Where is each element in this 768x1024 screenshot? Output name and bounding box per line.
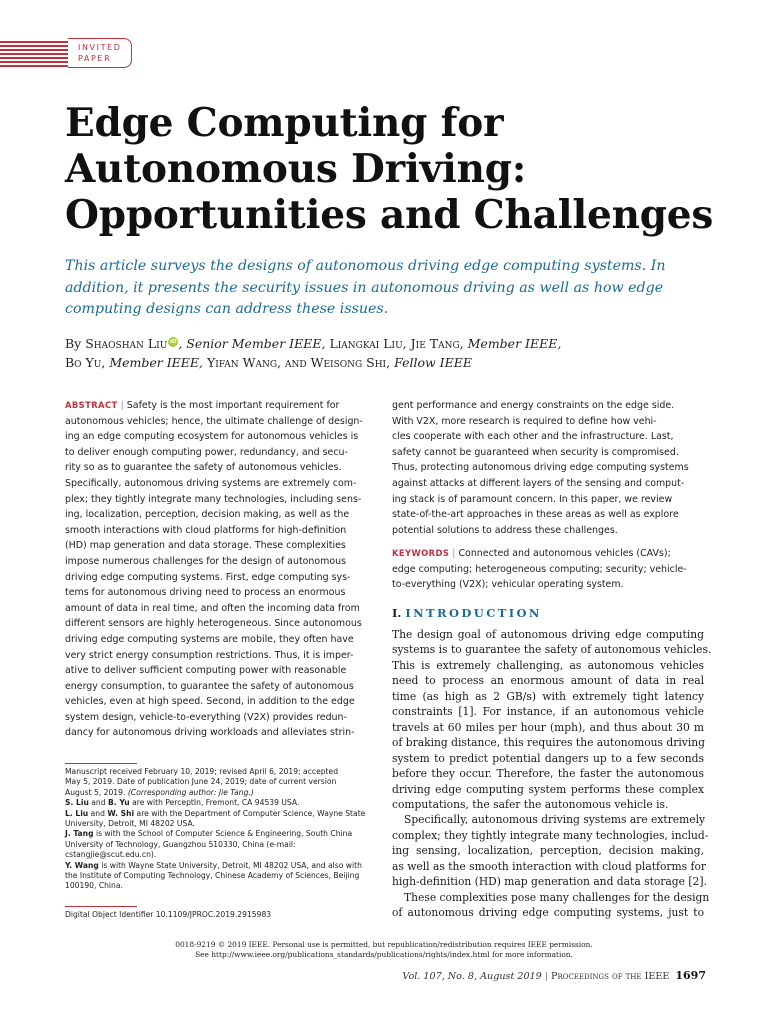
text-line: autonomous vehicles; hence, the ultimate challenge of design- bbox=[65, 415, 363, 427]
author-abbrev: L. Liu bbox=[65, 808, 89, 818]
subtitle-line: This article surveys the designs of autonomous driving edge computing systems. In bbox=[65, 258, 666, 274]
abstract-text: Safety is the most important requirement for bbox=[126, 400, 340, 411]
subtitle-line: computing designs can address these issues. bbox=[65, 301, 389, 317]
author-line-1 bbox=[65, 335, 705, 354]
text-line: constraints [1]. For instance, if an autonomous vehicle bbox=[392, 705, 704, 719]
text-line: before they occur. Therefore, the faster the autonomous bbox=[392, 767, 704, 781]
text-line: driving edge computing system performs these complex bbox=[392, 782, 704, 796]
text-line: The design goal of autonomous driving edge computing bbox=[392, 628, 704, 641]
copyright-line: See http://www.ieee.org/publications_standards/publications/rights/index.html for more information. bbox=[195, 950, 573, 959]
separator: | bbox=[544, 971, 549, 982]
text-line: These complexities pose many challenges for the design bbox=[404, 890, 710, 904]
badge-line-2: PAPER bbox=[78, 54, 112, 63]
author-name: Shaoshan Liu bbox=[85, 336, 168, 351]
keywords-block bbox=[392, 546, 704, 593]
page-number: 1697 bbox=[675, 969, 706, 982]
copyright-line: 0018-9219 © 2019 IEEE. Personal use is permitted, but republication/redistribution requires IEEE permission. bbox=[175, 940, 593, 949]
footnote-line: Manuscript received February 10, 2019; revised April 6, 2019; accepted bbox=[65, 767, 339, 776]
introduction-body bbox=[392, 627, 712, 921]
abstract-continued-block bbox=[392, 398, 704, 538]
text-line: of autonomous driving edge computing systems, just to bbox=[392, 906, 704, 920]
footnote-text: and bbox=[91, 798, 106, 808]
author-abbrev: W. Shi bbox=[107, 808, 135, 818]
author-abbrev: S. Liu bbox=[65, 798, 89, 808]
volume-info: Vol. 107, No. 8, August 2019 bbox=[402, 971, 542, 982]
author-name: Yifan Wang, bbox=[207, 354, 282, 370]
paper-title bbox=[65, 100, 745, 238]
page-footer bbox=[402, 969, 706, 982]
text-line: state-of-the-art approaches in these areas as well as explore bbox=[392, 509, 679, 521]
footnote-text: are with the Department of Computer Science, Wayne State bbox=[136, 808, 366, 818]
text-line: need to process an enormous amount of data in real bbox=[392, 674, 704, 688]
text-line: ative to deliver sufficient computing power with reasonable bbox=[65, 665, 347, 677]
author-name: Bo Yu, bbox=[65, 354, 106, 370]
keywords-line: to-everything (V2X); vehicular operating system. bbox=[392, 579, 624, 591]
author-name: Jie Tang, bbox=[410, 336, 464, 351]
journal-name: Proceedings of the IEEE bbox=[551, 971, 670, 982]
text-line: Specifically, autonomous driving systems are extremely bbox=[404, 813, 706, 827]
text-line: complex; they tightly integrate many technologies, includ- bbox=[392, 828, 709, 842]
author-name: Weisong Shi, bbox=[310, 354, 391, 370]
text-line: (HD) map generation and data storage. These complexities bbox=[65, 540, 346, 552]
footnotes bbox=[65, 767, 380, 892]
separator: | bbox=[120, 400, 124, 411]
footnote-text: is with Wayne State University, Detroit, MI 48202 USA, and also with bbox=[101, 860, 362, 870]
text-line: dancy for autonomous driving workloads and alleviates strin- bbox=[65, 727, 355, 739]
abstract-first-line bbox=[65, 398, 377, 414]
text-line: travels at 60 miles per hour (mph), and thus about 30 m bbox=[392, 720, 704, 734]
corresponding-author: (Corresponding author: Jie Tang.) bbox=[127, 787, 254, 797]
text-line: ing stack is of paramount concern. In this paper, we review bbox=[392, 493, 673, 505]
text-line: safety cannot be guaranteed when security is compromised. bbox=[392, 446, 679, 458]
subtitle-line: addition, it presents the security issues in autonomous driving as well as how edge bbox=[65, 279, 664, 296]
text-line: time (as high as 2 GB/s) with extremely tight latency bbox=[392, 689, 704, 703]
footnote-line: cstangjie@scut.edu.cn). bbox=[65, 850, 157, 860]
text-line: system to predict potential dangers up to a few seconds bbox=[392, 751, 704, 765]
footnote-line: 100190, China. bbox=[65, 881, 123, 891]
text-line: plex; they tightly integrate many technologies, including sens- bbox=[65, 493, 362, 505]
author-role: , Senior Member IEEE, bbox=[178, 336, 326, 351]
text-line: ing, localization, perception, decision making, as well as the bbox=[65, 509, 350, 521]
text-line: energy consumption, to guarantee the safety of autonomous bbox=[65, 680, 354, 692]
keywords-first-line bbox=[392, 546, 704, 562]
author-name: Liangkai Liu, bbox=[329, 336, 407, 351]
footnote-line: the Institute of Computing Technology, Chinese Academy of Sciences, Beijing bbox=[65, 871, 360, 881]
keywords-text: Connected and autonomous vehicles (CAVs); bbox=[458, 548, 671, 559]
text-line: to deliver enough computing power, redundancy, and secu- bbox=[65, 446, 348, 458]
section-title: INTRODUCTION bbox=[405, 606, 542, 620]
text-line: high-definition (HD) map generation and data storage [2]. bbox=[392, 875, 707, 889]
text-line: smooth interactions with cloud platforms for high-definition bbox=[65, 524, 347, 536]
paper-subtitle bbox=[65, 256, 705, 321]
badge-line-1: INVITED bbox=[78, 43, 122, 52]
footnote-line: May 5, 2019. Date of publication June 24, 2019; date of current version bbox=[65, 777, 337, 787]
copyright-notice bbox=[0, 940, 768, 960]
badge-stripes bbox=[0, 41, 72, 67]
section-heading-introduction bbox=[392, 606, 542, 620]
text-line: different sensors are highly heterogeneous. Since autonomous bbox=[65, 618, 362, 630]
title-line: Autonomous Driving: bbox=[65, 146, 527, 192]
footnote-line bbox=[65, 829, 380, 839]
text-line: cles cooperate with each other and the infrastructure. Last, bbox=[392, 431, 674, 443]
author-abbrev: J. Tang bbox=[65, 829, 94, 839]
text-line: amount of data in real time, and often the incoming data from bbox=[65, 602, 360, 614]
separator: | bbox=[452, 548, 456, 559]
text-line: very strict energy consumption restrictions. Thus, it is imper- bbox=[65, 649, 354, 661]
abstract-block bbox=[65, 398, 377, 741]
text-line: rity so as to guarantee the safety of autonomous vehicles. bbox=[65, 462, 342, 474]
text-line: tems for autonomous driving need to process an enormous bbox=[65, 587, 346, 599]
footnote-rule bbox=[65, 763, 137, 764]
footnote-line bbox=[65, 788, 380, 798]
footnote-line bbox=[65, 809, 380, 819]
orcid-icon[interactable]: iD bbox=[170, 339, 177, 345]
abstract-label: ABSTRACT bbox=[65, 400, 118, 410]
text-line: With V2X, more research is required to define how vehi- bbox=[392, 415, 657, 427]
author-list bbox=[65, 335, 705, 372]
text-line: driving edge computing systems are mobile, they often have bbox=[65, 633, 354, 645]
text-line: as well as the smooth interaction with cloud platforms for bbox=[392, 859, 707, 873]
badge-box bbox=[68, 38, 132, 68]
text-line: This is extremely challenging, as autonomous vehicles bbox=[392, 658, 704, 672]
text-line: ing sensing, localization, perception, decision making, bbox=[392, 844, 704, 858]
doi-rule bbox=[65, 906, 137, 907]
author-abbrev: Y. Wang bbox=[65, 860, 99, 870]
and-label: and bbox=[285, 354, 307, 370]
author-abbrev: B. Yu bbox=[108, 798, 130, 808]
author-role: Member IEEE, bbox=[109, 354, 204, 370]
text-line: driving edge computing systems. First, edge computing sys- bbox=[65, 571, 351, 583]
text-line: Specifically, autonomous driving systems are extremely com- bbox=[65, 477, 357, 489]
footnote-text: and bbox=[90, 808, 105, 818]
doi-identifier[interactable]: Digital Object Identifier 10.1109/JPROC.2019.2915983 bbox=[65, 910, 272, 919]
author-role: Fellow IEEE bbox=[394, 354, 472, 370]
text-line: gent performance and energy constraints on the edge side. bbox=[392, 400, 675, 411]
text-line: ing an edge computing ecosystem for autonomous vehicles is bbox=[65, 431, 359, 443]
section-number: I. bbox=[392, 606, 402, 620]
text-line: system design, vehicle-to-everything (V2X) provides redun- bbox=[65, 711, 347, 723]
text-line: vehicles, even at high speed. Second, in addition to the edge bbox=[65, 696, 355, 708]
keywords-line: edge computing; heterogeneous computing; security; vehicle- bbox=[392, 563, 687, 575]
by-label: By bbox=[65, 336, 82, 351]
footnote-line: University, Detroit, MI 48202 USA. bbox=[65, 819, 195, 829]
text-line: potential solutions to address these challenges. bbox=[392, 524, 618, 536]
text-line: of braking distance, this requires the autonomous driving bbox=[392, 736, 705, 750]
keywords-label: KEYWORDS bbox=[392, 548, 450, 558]
text-line: Thus, protecting autonomous driving edge computing systems bbox=[392, 462, 689, 474]
text-line: computations, the safer the autonomous vehicle is. bbox=[392, 797, 669, 811]
title-line: Edge Computing for bbox=[65, 100, 504, 146]
title-line: Opportunities and Challenges bbox=[65, 192, 714, 238]
text-line: impose numerous challenges for the design of autonomous bbox=[65, 555, 347, 567]
text-line: systems is to guarantee the safety of autonomous vehicles. bbox=[392, 643, 712, 657]
footnote-text: are with PerceptIn, Fremont, CA 94539 USA. bbox=[132, 798, 300, 808]
footnote-line: University of Technology, Guangzhou 510330, China (e-mail: bbox=[65, 839, 296, 849]
footnote-text: is with the School of Computer Science & Engineering, South China bbox=[95, 829, 353, 839]
author-role: Member IEEE, bbox=[467, 336, 562, 351]
footnote-line bbox=[65, 798, 380, 808]
footnote-line bbox=[65, 861, 380, 871]
text-line: against attacks at different layers of the sensing and comput- bbox=[392, 477, 685, 489]
invited-paper-badge bbox=[0, 38, 136, 70]
author-line-2 bbox=[65, 354, 705, 373]
footnote-text: August 5, 2019. bbox=[65, 787, 126, 797]
